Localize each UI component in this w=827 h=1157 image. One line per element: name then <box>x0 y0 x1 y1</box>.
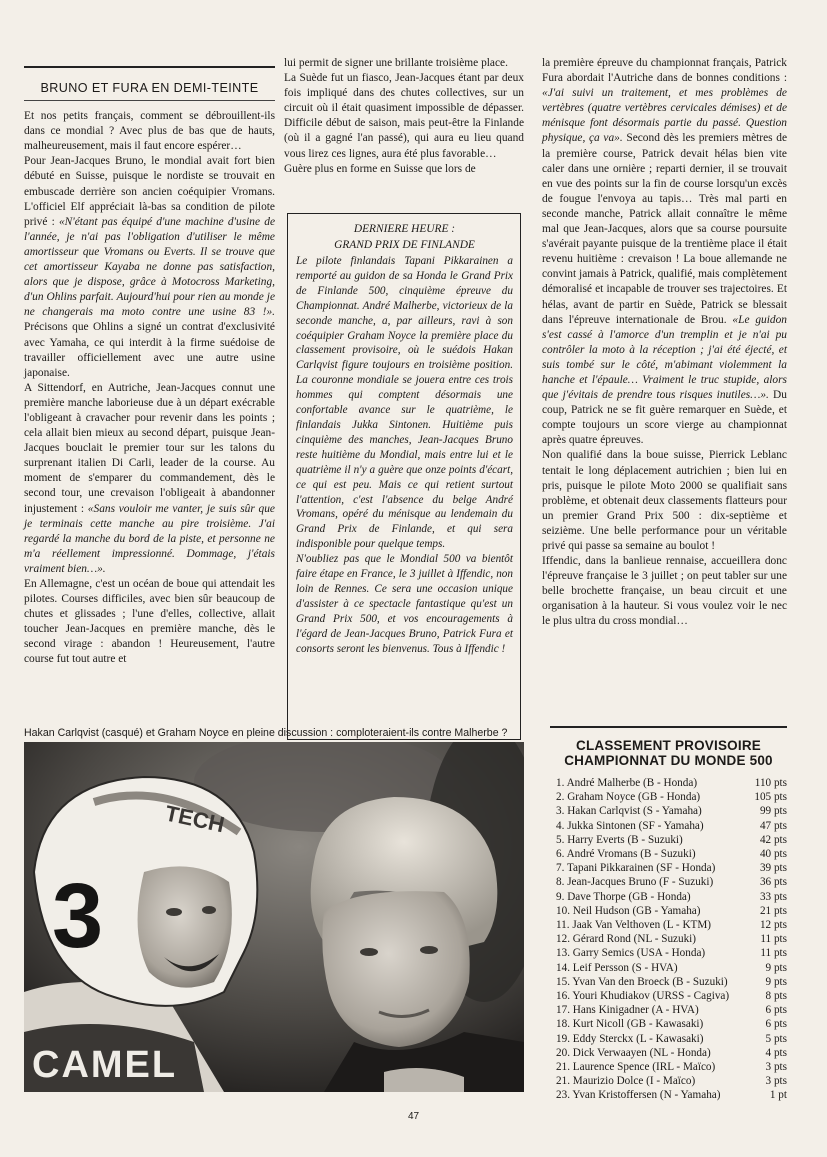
standings-row <box>556 918 787 932</box>
standings-row <box>556 1088 787 1102</box>
paragraph <box>24 381 275 577</box>
standings-title-line-1: CLASSEMENT PROVISOIRE <box>576 738 761 753</box>
rider-points: 40 pts <box>759 848 787 861</box>
rider-points: 1 pt <box>769 1089 787 1102</box>
article-heading: BRUNO ET FURA EN DEMI-TEINTE <box>24 78 275 101</box>
text-run: Pour Jean-Jacques Bruno, le mondial avait fort bien débuté en Suisse, puisque le nordiste se trouvait en embuscade derrière son ancien coéquipier Vromans. L'officiel Elf appréciait là-bas sa condition de pilote privé : <box>24 155 275 228</box>
paragraph: Iffendic, dans la banlieue rennaise, accueillera donc l'épreuve française le 3 juillet ; on peut tabler sur une belle brochette française, un beau circuit et une organisation à la hauteur. Si vous voulez voir le nec le plus ultra du cross mondial… <box>542 555 787 628</box>
box-subtitle: GRAND PRIX DE FINLANDE <box>334 239 475 251</box>
rider-name: 5. Harry Everts (B - Suzuki) <box>556 833 683 846</box>
photo <box>24 742 524 1092</box>
standings-row <box>556 890 787 904</box>
rider-name: 7. Tapani Pikkarainen (SF - Honda) <box>556 862 716 875</box>
article-column-3 <box>542 56 787 630</box>
rider-name: 6. André Vromans (B - Suzuki) <box>556 848 696 861</box>
rider-points: 3 pts <box>765 1061 787 1074</box>
rider-points: 42 pts <box>759 833 787 846</box>
rider-name: 3. Hakan Carlqvist (S - Yamaha) <box>556 805 702 818</box>
box-title: DERNIERE HEURE : <box>353 223 456 235</box>
helmet-brand: TECH <box>162 800 227 838</box>
standings-row <box>556 975 787 989</box>
rider-name: 11. Jaak Van Velthoven (L - KTM) <box>556 919 712 932</box>
paragraph: lui permit de signer une brillante troisième place. <box>284 57 508 69</box>
standings-row <box>556 904 787 918</box>
standings-row <box>556 946 787 960</box>
box-paragraph: Le pilote finlandais Tapani Pikkarainen a remporté au guidon de sa Honda le Grand Prix de Finlande 500, cinquième épreuve du Championnat. André Malherbe, victorieux de la seconde manche, a, par ailleurs, ravi à son coéquipier Graham Noyce la première place du classement provisoire, où le suédois Hakan Carlqvist figure toujours en troisième position. La couronne mondiale se jouera entre ces trois hommes qui comptent désormais une confortable avance sur le quatrième, le finlandais Jukka Sintonen. Huitième puis cinquième des manches, Jean-Jacques Bruno reste huitième du Mondial, mais entre lui et le quatrième il n'y a guère que onze points d'écart, ce qui est peu. Mais ce qui retient surtout l'attention, c'est l'absence du belge André Vromans, opéré du ménisque au lendemain du Grand Prix de Finlande, et qui sera indisponible pour quelque temps. <box>296 255 513 551</box>
standings-row <box>556 861 787 875</box>
standings-row <box>556 961 787 975</box>
rider-points: 110 pts <box>754 777 787 789</box>
rider-points: 99 pts <box>759 805 787 818</box>
rider-points: 6 pts <box>765 1004 787 1017</box>
rider-points: 12 pts <box>759 919 787 932</box>
standings-row <box>556 1032 787 1046</box>
heading-rule <box>24 66 275 68</box>
rider-name: 10. Neil Hudson (GB - Yamaha) <box>556 904 701 917</box>
paragraph <box>542 56 787 448</box>
standings-row <box>556 776 787 790</box>
helmet-number: 3 <box>52 865 104 967</box>
paragraph <box>24 154 275 380</box>
rider-name: 20. Dick Verwaayen (NL - Honda) <box>556 1046 711 1059</box>
paragraph: Non qualifié dans la boue suisse, Pierrick Leblanc tentait le long déplacement autrichien ; bien lui en pris, puisque le pilote Moto 2000 se qualifiait sans problème, et obtenait deux classements flatteurs pour un premier Grand Prix 500 : dix-septième et seizième. Une belle performance pour un véritable privé qui passe sa semaine au boulot ! <box>542 449 787 552</box>
standings-row <box>556 1003 787 1017</box>
text-run: Du coup, Patrick ne se fit guère remarquer en Suède, et compte toujours un score vierge au championnat après quatre épreuves. <box>542 389 787 447</box>
text-run: A Sittendorf, en Autriche, Jean-Jacques connut une première manche laborieuse due à un départ exécrable l'obligeant à cravacher pour revenir dans les points ; cela allait bien mieux au second départ, puisque Jean-Jacques bouclait le premier tour sur les talons du surprenant italien Di Carli, leader de la course. Au moment de s'emparer du commandement, dès le second tour, une crevaison l'obligeait à abandonner injustement : <box>24 381 275 515</box>
rider-points: 105 pts <box>754 791 787 804</box>
standings-row <box>556 875 787 889</box>
rider-name: 12. Gérard Rond (NL - Suzuki) <box>556 933 697 946</box>
standings-row <box>556 790 787 804</box>
rider-name: 17. Hans Kinigadner (A - HVA) <box>556 1004 699 1017</box>
text-run: la première épreuve du championnat français, Patrick Fura abordait l'Autriche dans de bonnes conditions : <box>542 57 787 85</box>
rider-points: 11 pts <box>760 933 787 946</box>
standings-row <box>556 1060 787 1074</box>
standings-row <box>556 989 787 1003</box>
rider-points: 33 pts <box>759 890 787 903</box>
rider-name: 21. Maurizio Dolce (I - Maïco) <box>556 1075 696 1088</box>
rider-name: 8. Jean-Jacques Bruno (F - Suzuki) <box>556 876 714 889</box>
article-column-1 <box>24 66 275 668</box>
rider-points: 9 pts <box>765 975 787 988</box>
paragraph: Guère plus en forme en Suisse que lors de <box>284 162 476 175</box>
paragraph: Et nos petits français, comment se débrouillent-ils dans ce mondial ? Avec plus de bas que de hauts, malheureusement, mais il faut encore espérer… <box>24 110 275 153</box>
rider-name: 9. Dave Thorpe (GB - Honda) <box>556 890 691 903</box>
rider-name: 16. Youri Khudiakov (URSS - Cagiva) <box>556 990 730 1003</box>
rider-points: 4 pts <box>765 1046 787 1059</box>
rider-points: 47 pts <box>759 819 787 832</box>
rider-name: 21. Laurence Spence (IRL - Maïco) <box>556 1061 716 1074</box>
derniere-heure-box <box>287 213 521 740</box>
text-run: Second dès les premiers mètres de la première course, Patrick devait hélas bien vite caler dans une ornière ; reparti dernier, il se trouvait en vue des points sur la fin de course lorsqu'un excès de fougue l'envoya au tapis… Très mal parti en seconde manche, Patrick allait connaître le même mal que Jean-Jacques, alors que sa course poursuite s'avérait payante puisque de la trentième place il était revenu huitième : crevaison ! La boue allemande ne convint jamais à Patrick, qualifié, mais complètement démoralisé et incapable de trouver ses trajectoires. Et hélas, avant de partir en Suède, Patrick se blessait dans l'épreuve internationale de Brou. <box>542 132 787 326</box>
standings-row <box>556 1017 787 1031</box>
rider-points: 39 pts <box>759 862 787 875</box>
rider-name: 23. Yvan Kristoffersen (N - Yamaha) <box>556 1089 721 1102</box>
standings-row <box>556 833 787 847</box>
rider-name: 13. Garry Semics (USA - Honda) <box>556 947 706 960</box>
rider-name: 14. Leif Persson (S - HVA) <box>556 961 678 974</box>
quote: «Sans vouloir me vanter, je suis sûr que je terminais cette manche au pire troisième. J'ai regardé la manche du bord de la piste, et personne ne m'a réellement impressionné. Dommage, j'étais vraiment bien…». <box>24 502 275 575</box>
rider-points: 36 pts <box>759 876 787 889</box>
quote: «Le guidon s'est cassé à l'amorce d'un tremplin et je n'ai pu contrôler la moto à la réception ; j'ai été éjecté, et suis tombé sur le côté, m'abimant violemment la hanche et l'épaule… Vraiment le truc stupide, alors que j'évitais de prendre tous risques inutiles…». <box>542 313 788 402</box>
standings-row <box>556 932 787 946</box>
box-paragraph: N'oubliez pas que le Mondial 500 va bientôt faire étape en France, le 3 juillet à Iffendic, non loin de Rennes. Ce sera une occasion unique d'assister à ce spectacle fantastique qu'est un Grand Prix 500, et vos encouragements à l'égard de Jean-Jacques Bruno, Patrick Fura et consorts seront les bienvenus. Tous à Iffendic ! <box>296 553 513 655</box>
jersey-text <box>32 1044 177 1086</box>
standings-row <box>556 804 787 818</box>
photo-caption: Hakan Carlqvist (casqué) et Graham Noyce en pleine discussion : comploteraient-ils contre Malherbe ? <box>24 727 508 739</box>
rider-points: 21 pts <box>759 904 787 917</box>
page-number: 47 <box>407 1111 420 1122</box>
standings-row <box>556 819 787 833</box>
rider-name: 19. Eddy Sterckx (L - Kawasaki) <box>556 1032 704 1045</box>
rider-name: 18. Kurt Nicoll (GB - Kawasaki) <box>556 1018 704 1031</box>
standings-list <box>550 776 787 1103</box>
rider-points: 3 pts <box>765 1075 787 1088</box>
rider-points: 11 pts <box>760 947 787 960</box>
standings-row <box>556 1074 787 1088</box>
rider-name: 4. Jukka Sintonen (SF - Yamaha) <box>556 819 704 832</box>
rider-name: 1. André Malherbe (B - Honda) <box>556 777 698 789</box>
jersey-lettering: CAMEL <box>32 1044 178 1086</box>
standings-title-line-2: CHAMPIONNAT DU MONDE 500 <box>564 753 773 768</box>
text-run: Précisons que Ohlins a signé un contrat d'exclusivité avec Yamaha, ce qui interdit à la firme suédoise de travailler officiellement avec une autre usine japonaise. <box>24 321 275 379</box>
paragraph: En Allemagne, c'est un océan de boue qui attendait les pilotes. Courses difficiles, avec bien sûr beaucoup de chutes et glissades ; l'une d'elles, collective, allait toucher Jean-Jacques en première manche, dès le second virage : abandon ! Heureusement, l'autre course fut tout autre et <box>24 578 275 666</box>
quote: «J'ai suivi un traitement, et mes problèmes de vertèbres (quatre vertèbres cervicales démises) et de ménisque font désormais partie du passé. Question physique, ça va». <box>542 87 787 145</box>
quote: «N'étant pas équipé d'une machine d'usine de l'année, je n'ai pas l'obligation d'utiliser le même amortisseur que Vromans ou Everts. Il se trouve que cet amortisseur Kayaba ne donne pas satisfaction, alors que je dispose, grâce à Motocross Marketing, d'un Ohlins parfait. Aujourd'hui pour rien au monde je ne changerais ma moto contre une usine 83 !». <box>24 215 275 319</box>
paragraph: La Suède fut un fiasco, Jean-Jacques étant par deux fois impliqué dans des chutes collectives, sur un circuit où il était quasiment impossible de dépasser. Difficile début de saison, mais peut-être la Finlande (où il a gagné l'an passé), qui aura eu lieu quand vous lirez ces lignes, aura été plus favorable… <box>284 72 524 160</box>
rider-points: 5 pts <box>765 1032 787 1045</box>
rider-name: 15. Yvan Van den Broeck (B - Suzuki) <box>556 975 728 988</box>
rider-points: 8 pts <box>765 990 787 1003</box>
rider-points: 6 pts <box>765 1018 787 1031</box>
rider-points: 9 pts <box>765 961 787 974</box>
photo-illustration <box>24 742 524 1092</box>
rider-name: 2. Graham Noyce (GB - Honda) <box>556 791 701 804</box>
article-column-2 <box>284 56 524 177</box>
standings-box <box>550 726 787 1103</box>
standings-title <box>550 726 787 768</box>
standings-row <box>556 1046 787 1060</box>
standings-row <box>556 847 787 861</box>
